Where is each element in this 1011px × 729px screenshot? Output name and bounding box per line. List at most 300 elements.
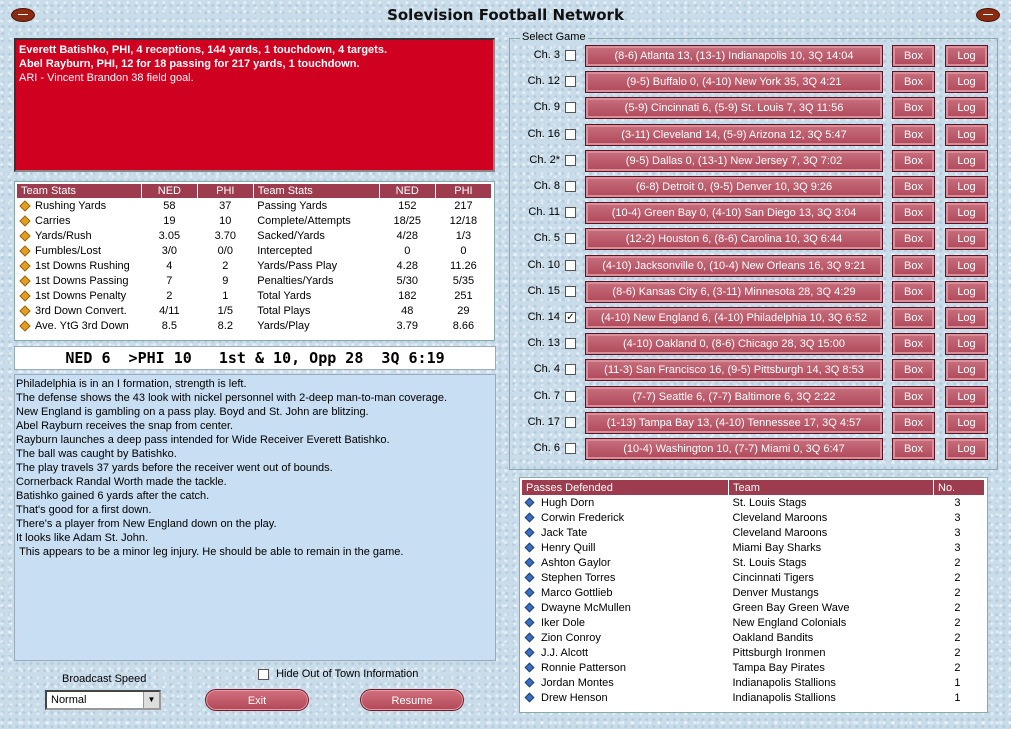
game-log-button[interactable]: Log [945,412,988,434]
play-line: That's good for a first down. [16,504,152,516]
team-stats-row [17,273,492,288]
play-line: Cornerback Randal Worth made the tackle. [16,476,227,488]
passes-defended-value: Indianapolis Stallions [732,676,836,689]
channel-checkbox[interactable] [565,102,576,113]
team-stats-value: 8.5 [161,319,178,332]
game-row [510,307,999,329]
team-stats-cell [17,228,141,243]
passes-defended-row[interactable] [522,525,985,540]
team-stats-row [17,303,492,318]
box-score-button[interactable]: Box [892,438,935,460]
passes-defended-cell [729,645,934,660]
passes-defended-value: Drew Henson [541,691,608,704]
game-button[interactable]: (4-10) New England 6, (4-10) Philadelphia 10, 3Q 6:52 [585,307,883,329]
team-stats-value: 5/35 [452,274,475,287]
box-score-button[interactable]: Box [892,124,935,146]
passes-defended-value: 2 [954,661,961,674]
passes-defended-value: J.J. Alcott [541,646,589,659]
passes-defended-cell [934,525,985,540]
passes-col-header[interactable]: Passes Defended [522,480,729,495]
game-log-button[interactable]: Log [945,438,988,460]
passes-defended-value: 2 [954,631,961,644]
team-stats-value: 4 [166,259,173,272]
passes-defended-row[interactable] [522,615,985,630]
stats-col-header: NED [379,184,435,198]
passes-defended-cell [729,525,934,540]
team-stats-value: 3.79 [396,319,418,332]
team-stats-value: Ave. YtG 3rd Down [35,319,129,332]
team-stats-value: 5/30 [396,274,418,287]
game-log-button[interactable]: Log [945,228,988,250]
team-stats-value: Penalties/Yards [257,274,334,287]
channel-label: Ch. 10 [527,258,560,271]
passes-defended-cell [522,660,729,675]
team-stats-cell [379,243,435,258]
team-stats-value: 4/11 [159,304,180,317]
game-row [510,202,999,224]
play-line: It looks like Adam St. John. [16,532,149,544]
team-stats-value: 12/18 [449,214,478,227]
passes-defended-value: Zion Conroy [541,631,601,644]
passes-defended-cell [729,630,934,645]
team-stats-cell [253,288,379,303]
row-bullet-icon [525,633,535,643]
team-stats-cell [379,288,435,303]
passes-defended-value: Miami Bay Sharks [732,541,822,554]
game-button[interactable]: (8-6) Atlanta 13, (13-1) Indianapolis 10, 3Q 14:04 [585,45,883,67]
hide-out-of-town-label: Hide Out of Town Information [276,668,419,680]
passes-defended-cell [934,495,985,510]
passes-defended-cell [934,510,985,525]
team-stats-value: 3.70 [214,229,236,242]
passes-defended-value: Corwin Frederick [541,511,625,524]
box-score-button[interactable]: Box [892,150,935,172]
hide-out-of-town-checkbox[interactable] [258,669,269,680]
passes-defended-header [522,480,985,495]
passes-defended-cell [729,690,934,705]
team-stats-cell [435,213,491,228]
game-button[interactable]: (9-5) Buffalo 0, (4-10) New York 35, 3Q 4:21 [585,71,883,93]
team-stats-cell [17,258,141,273]
channel-label: Ch. 9 [533,101,560,114]
team-stats-table [17,184,492,333]
game-log-button[interactable]: Log [945,307,988,329]
game-row [510,359,999,381]
team-stats-cell [253,303,379,318]
game-button[interactable]: (9-5) Dallas 0, (13-1) New Jersey 7, 3Q 7:02 [585,150,883,172]
game-button[interactable]: (11-3) San Francisco 16, (9-5) Pittsburgh 14, 3Q 8:53 [585,359,883,381]
team-stats-value: 19 [163,214,176,227]
hide-out-of-town-option[interactable] [258,668,418,680]
channel-checkbox[interactable] [565,443,576,454]
channel-label: Ch. 17 [527,415,560,428]
team-stats-cell [197,303,253,318]
channel-checkbox[interactable] [565,364,576,375]
passes-defended-value: 2 [954,601,961,614]
team-stats-cell [197,288,253,303]
box-score-button[interactable]: Box [892,202,935,224]
stats-col-header: Team Stats [17,184,141,198]
stats-col-header: Team Stats [253,184,379,198]
team-stats-row [17,288,492,303]
team-stats-value: 152 [398,199,417,212]
play-by-play [14,374,496,661]
passes-defended-row[interactable] [522,675,985,690]
game-row [510,438,999,460]
passes-defended-row[interactable] [522,630,985,645]
broadcast-speed-label: Broadcast Speed [62,673,147,685]
passes-defended-cell [522,615,729,630]
passes-defended-value: New England Colonials [732,616,847,629]
team-stats-cell [435,318,491,333]
team-stats-value: Yards/Pass Play [257,259,338,272]
game-log-button[interactable]: Log [945,45,988,67]
channel-checkbox[interactable]: ✓ [566,312,575,323]
passes-defended-row[interactable] [522,660,985,675]
team-stats-cell [141,228,197,243]
passes-defended-row[interactable] [522,495,985,510]
game-log-button[interactable]: Log [945,281,988,303]
game-row [510,228,999,250]
team-stats-cell [197,318,253,333]
channel-label: Ch. 14 [527,311,560,323]
team-stats-cell [197,258,253,273]
game-log-button[interactable]: Log [945,202,988,224]
passes-defended-cell [522,495,729,510]
team-stats-cell [253,198,379,213]
passes-defended-value: Jordan Montes [541,676,614,689]
game-button[interactable]: (7-7) Seattle 6, (7-7) Baltimore 6, 3Q 2:22 [585,386,883,408]
box-score-button[interactable]: Box [892,386,935,408]
passes-defended-row[interactable] [522,510,985,525]
passes-defended-row[interactable] [522,645,985,660]
box-score-button[interactable]: Box [892,45,935,67]
resume-button[interactable]: Resume [360,689,464,711]
passes-defended-cell [934,675,985,690]
passes-defended-value: Dwayne McMullen [541,601,631,614]
team-stats-cell [379,273,435,288]
game-log-button[interactable]: Log [945,255,988,277]
game-button[interactable]: (8-6) Kansas City 6, (3-11) Minnesota 28, 3Q 4:29 [585,281,883,303]
passes-defended-cell [729,555,934,570]
passes-defended-cell [934,585,985,600]
team-stats-cell [253,213,379,228]
passes-col-header[interactable]: No. [934,480,985,495]
game-button[interactable]: (4-10) Jacksonville 0, (10-4) New Orleans 16, 3Q 9:21 [585,255,883,277]
scoring-line: ARI - Vincent Brandon 38 field goal. [19,72,194,84]
stats-col-header: NED [141,184,197,198]
team-stats-cell [17,318,141,333]
play-line: There's a player from New England down on the play. [16,518,277,530]
passes-defended-value: Jack Tate [541,526,588,539]
team-stats-cell [435,228,491,243]
team-stats-cell [197,273,253,288]
team-stats-cell [141,273,197,288]
stat-bullet-icon [19,215,30,226]
channel-checkbox[interactable] [565,181,576,192]
passes-defended-value: Cleveland Maroons [732,511,828,524]
passes-defended-value: Cleveland Maroons [732,526,828,539]
team-stats-value: 58 [163,199,176,212]
game-button[interactable]: (12-2) Houston 6, (8-6) Carolina 10, 3Q 6:44 [585,228,883,250]
channel-checkbox[interactable] [565,76,576,87]
play-line: The play travels 37 yards before the receiver went out of bounds. [16,462,333,474]
channel-label: Ch. 15 [527,284,560,297]
team-stats-value: 8.2 [217,319,233,332]
team-stats-cell [435,243,491,258]
stat-bullet-icon [19,275,30,286]
passes-defended-cell [934,600,985,615]
team-stats-cell [197,198,253,213]
game-log-button[interactable]: Log [945,124,988,146]
team-stats-row [17,228,492,243]
team-stats-cell [17,273,141,288]
passes-defended-cell [729,495,934,510]
row-bullet-icon [525,573,535,583]
channel-label: Ch. 16 [527,127,560,140]
passes-defended-cell [729,600,934,615]
game-button[interactable]: (3-11) Cleveland 14, (5-9) Arizona 12, 3Q 5:47 [585,124,883,146]
passes-defended-value: St. Louis Stags [732,556,807,569]
team-stats-value: 1st Downs Rushing [35,259,130,272]
team-stats-cell [253,243,379,258]
exit-button[interactable]: Exit [205,689,309,711]
team-stats-cell [141,303,197,318]
passes-defended-row[interactable] [522,690,985,705]
game-button[interactable]: (10-4) Green Bay 0, (4-10) San Diego 13, 3Q 3:04 [585,202,883,224]
box-score-button[interactable]: Box [892,359,935,381]
passes-defended-row[interactable] [522,600,985,615]
box-score-button[interactable]: Box [892,412,935,434]
passes-defended-value: Ashton Gaylor [541,556,611,569]
team-stats-cell [253,258,379,273]
passes-defended-cell [934,615,985,630]
channel-label: Ch. 13 [527,337,560,350]
passes-defended-row[interactable] [522,555,985,570]
game-log-button[interactable]: Log [945,97,988,119]
team-stats-value: Yards/Rush [35,229,92,242]
team-stats-cell [197,243,253,258]
passes-defended-value: 2 [954,586,961,599]
row-bullet-icon [525,678,535,688]
stat-bullet-icon [19,200,30,211]
passes-defended-row[interactable] [522,585,985,600]
team-stats-value: 18/25 [393,214,422,227]
team-stats-value: 11.26 [450,259,477,272]
team-stats-cell [253,228,379,243]
channel-checkbox[interactable] [565,391,576,402]
team-stats-value: 9 [222,274,229,287]
team-stats-value: Sacked/Yards [257,229,325,242]
passes-defended-cell [934,570,985,585]
team-stats-value: Complete/Attempts [257,214,351,227]
channel-checkbox[interactable] [565,50,576,61]
row-bullet-icon [525,588,535,598]
channel-checkbox[interactable] [565,155,576,166]
box-score-button[interactable]: Box [892,307,935,329]
passes-defended-cell [522,510,729,525]
team-stats-value: 0 [404,244,411,257]
row-bullet-icon [525,498,535,508]
team-stats-cell [253,273,379,288]
passes-defended-cell [729,570,934,585]
scoring-line: Abel Rayburn, PHI, 12 for 18 passing for 217 yards, 1 touchdown. [19,58,360,70]
row-bullet-icon [525,648,535,658]
channel-checkbox[interactable] [565,207,576,218]
team-stats-row [17,258,492,273]
stat-bullet-icon [19,305,30,316]
game-button[interactable]: (5-9) Cincinnati 6, (5-9) St. Louis 7, 3Q 11:56 [585,97,883,119]
passes-defended-cell [522,555,729,570]
row-bullet-icon [525,603,535,613]
passes-defended-value: 1 [954,691,961,704]
stats-col-header: PHI [435,184,491,198]
stat-bullet-icon [19,290,30,301]
box-score-button[interactable]: Box [892,228,935,250]
passes-defended-value: 2 [954,556,961,569]
passes-defended-cell [729,660,934,675]
team-stats-value: 10 [219,214,232,227]
box-score-button[interactable]: Box [892,281,935,303]
passes-defended-value: 3 [954,511,961,524]
team-stats-value: Yards/Play [257,319,310,332]
game-row [510,412,999,434]
stat-bullet-icon [19,245,30,256]
team-stats-cell [435,198,491,213]
passes-defended-value: Pittsburgh Ironmen [732,646,826,659]
football-icon [976,8,1000,22]
game-row [510,255,999,277]
row-bullet-icon [525,513,535,523]
team-stats-cell [17,243,141,258]
row-bullet-icon [525,558,535,568]
select-game-label: Select Game [522,31,586,43]
game-log-button[interactable]: Log [945,386,988,408]
channel-checkbox[interactable] [565,286,576,297]
passes-defended-value: 3 [954,541,961,554]
team-stats-value: 251 [454,289,473,302]
game-button[interactable]: (1-13) Tampa Bay 13, (4-10) Tennessee 17, 3Q 4:57 [585,412,883,434]
passes-defended-value: 2 [954,571,961,584]
team-stats-row [17,198,492,213]
game-button[interactable]: (6-8) Detroit 0, (9-5) Denver 10, 3Q 9:26 [585,176,883,198]
play-line: Abel Rayburn receives the snap from center. [16,420,234,432]
game-button[interactable]: (4-10) Oakland 0, (8-6) Chicago 28, 3Q 15:00 [585,333,883,355]
passes-defended-cell [522,570,729,585]
passes-defended-cell [522,645,729,660]
channel-label: Ch. 12 [527,75,560,88]
game-row [510,124,999,146]
passes-defended-row[interactable] [522,570,985,585]
game-row [510,97,999,119]
passes-defended-value: Tampa Bay Pirates [732,661,825,674]
team-stats-cell [17,288,141,303]
channel-checkbox[interactable] [565,338,576,349]
team-stats-row [17,213,492,228]
play-line: The ball was caught by Batishko. [16,448,177,460]
team-stats-value: Total Yards [257,289,312,302]
passes-defended-table [522,480,985,705]
team-stats-cell [141,213,197,228]
play-line: New England is gambling on a pass play. Boyd and St. John are blitzing. [16,406,369,418]
channel-checkbox[interactable] [565,260,576,271]
team-stats-value: 182 [398,289,417,302]
game-log-button[interactable]: Log [945,359,988,381]
team-stats-cell [435,273,491,288]
team-stats-value: 3/0 [161,244,178,257]
play-line: Philadelphia is in an I formation, strength is left. [16,378,247,390]
passes-defended-cell [729,675,934,690]
passes-defended-cell [934,630,985,645]
team-stats-value: 8.66 [452,319,475,332]
game-log-button[interactable]: Log [945,176,988,198]
team-stats-value: 1/3 [455,229,472,242]
channel-label: Ch. 4 [533,363,560,376]
row-bullet-icon [525,618,535,628]
team-stats-value: 37 [219,199,232,212]
game-button[interactable]: (10-4) Washington 10, (7-7) Miami 0, 3Q 6:47 [585,438,883,460]
passes-defended-row[interactable] [522,540,985,555]
stats-col-header: PHI [197,184,253,198]
team-stats-cell [17,303,141,318]
team-stats-cell [141,318,197,333]
game-row [510,281,999,303]
team-stats-value: 3.05 [158,229,181,242]
passes-defended-cell [729,510,934,525]
passes-defended-cell [522,525,729,540]
passes-defended-cell [934,660,985,675]
box-score-button[interactable]: Box [892,71,935,93]
passes-defended-value: 3 [954,526,961,539]
channel-checkbox[interactable] [565,417,576,428]
play-line: Rayburn launches a deep pass intended for Wide Receiver Everett Batishko. [16,434,390,446]
team-stats-value: 3rd Down Convert. [35,304,127,317]
passes-defended-value: Iker Dole [541,616,586,629]
box-score-button[interactable]: Box [892,176,935,198]
team-stats-value: Intercepted [257,244,313,257]
team-stats-cell [379,303,435,318]
channel-checkbox[interactable] [565,129,576,140]
channel-label: Ch. 2* [529,153,560,166]
game-log-button[interactable]: Log [945,71,988,93]
passes-col-header[interactable]: Team [729,480,934,495]
team-stats-value: 1 [222,289,229,302]
passes-defended-cell [522,600,729,615]
channel-checkbox[interactable] [565,233,576,244]
team-stats-value: 1st Downs Passing [35,274,129,287]
game-log-button[interactable]: Log [945,150,988,172]
channel-label: Ch. 6 [533,442,560,454]
team-stats-cell [197,228,253,243]
team-stats-value: Carries [35,214,71,227]
passes-defended-value: Green Bay Green Wave [732,601,850,614]
chevron-down-icon[interactable]: ▼ [143,692,159,708]
team-stats-value: 0 [460,244,467,257]
game-log-button[interactable]: Log [945,333,988,355]
team-stats-cell [197,213,253,228]
box-score-button[interactable]: Box [892,97,935,119]
box-score-button[interactable]: Box [892,255,935,277]
broadcast-speed-select[interactable] [45,690,161,710]
game-row [510,386,999,408]
team-stats-value: Total Plays [257,304,311,317]
passes-defended-value: Hugh Dorn [541,496,595,509]
box-score-button[interactable]: Box [892,333,935,355]
passes-defended-value: 2 [954,646,961,659]
channel-label: Ch. 3 [533,49,560,61]
play-line: The defense shows the 43 look with nickel personnel with 2-deep man-to-man coverage. [16,392,448,404]
row-bullet-icon [525,663,535,673]
